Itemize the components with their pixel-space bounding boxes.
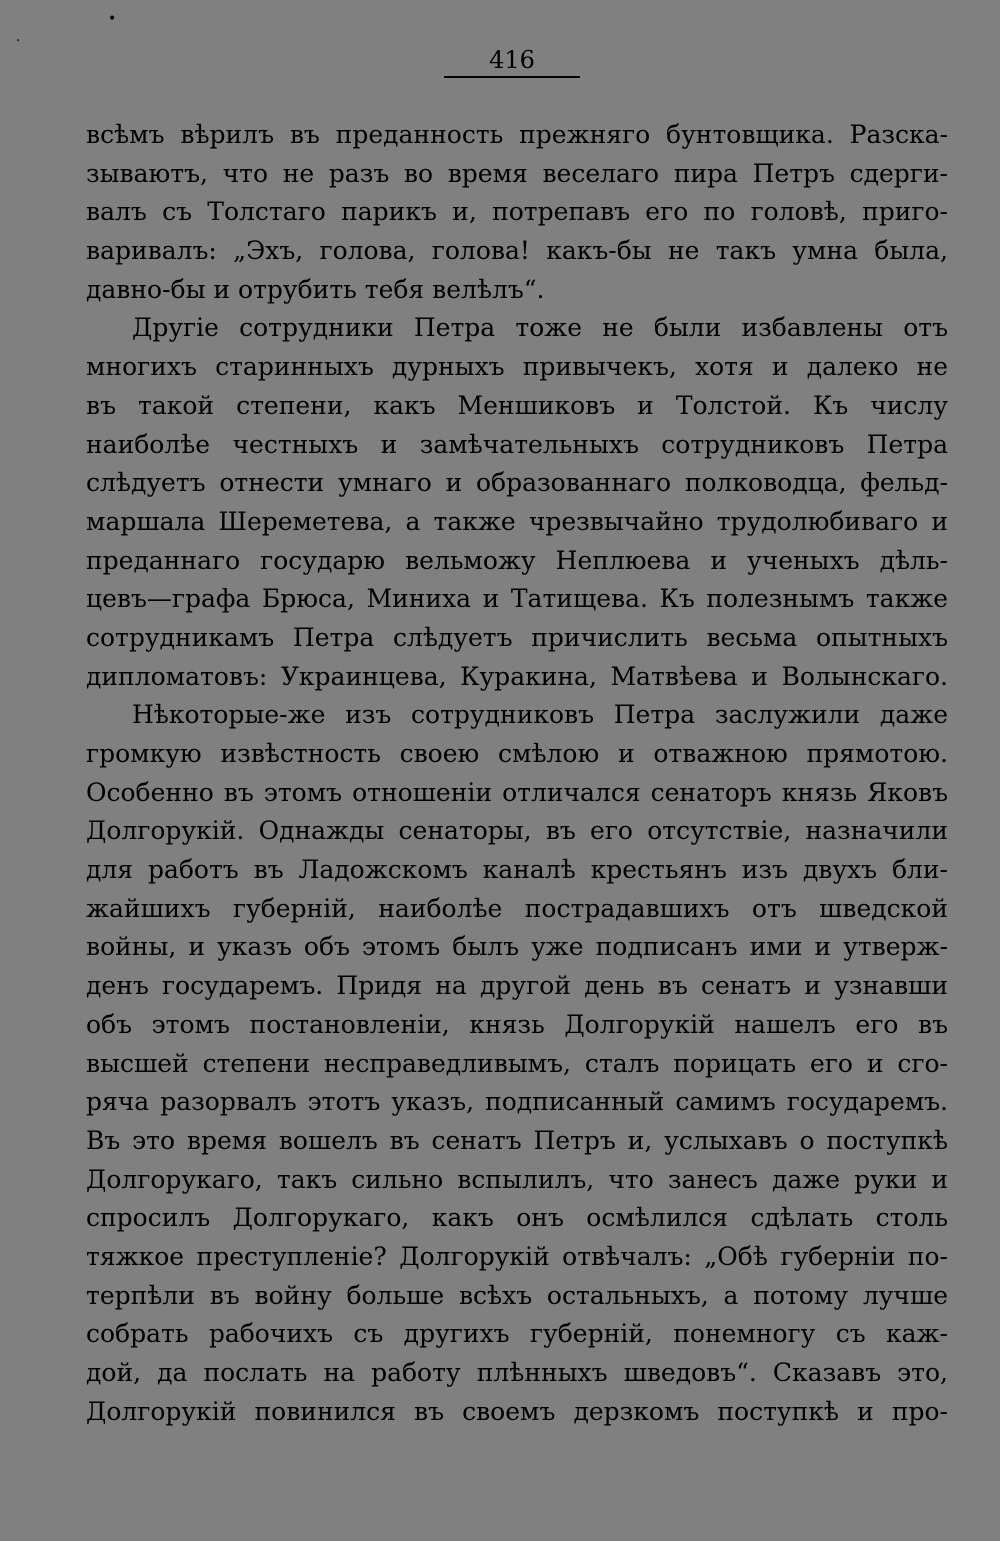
text-line: Долгорукаго, такъ сильно вспылилъ, что занесъ даже руки и bbox=[86, 1164, 948, 1194]
ink-speck: • bbox=[108, 11, 117, 27]
text-line: преданнаго государю вельможу Неплюева и ученыхъ дѣль- bbox=[86, 545, 948, 575]
text-line: ряча разорвалъ этотъ указъ, подписанный самимъ государемъ. bbox=[86, 1087, 948, 1117]
text-line: Въ это время вошелъ въ сенатъ Петръ и, услыхавъ о поступкѣ bbox=[86, 1125, 948, 1155]
page-number: 416 bbox=[444, 44, 580, 78]
ink-speck: · bbox=[16, 33, 21, 49]
text-line: дой, да послать на работу плѣнныхъ шведовъ“. Сказавъ это, bbox=[86, 1358, 948, 1387]
paragraph bbox=[86, 116, 948, 309]
text-line: для работъ въ Ладожскомъ каналѣ крестьянъ изъ двухъ бли- bbox=[86, 855, 948, 885]
text-line: давно-бы и отрубить тебя велѣлъ“. bbox=[86, 274, 545, 304]
text-line: Другіе сотрудники Петра тоже не были избавлены отъ bbox=[132, 313, 948, 343]
text-line: терпѣли въ войну больше всѣхъ остальныхъ, а потому лучше bbox=[86, 1280, 948, 1310]
text-line: въ такой степени, какъ Меншиковъ и Толстой. Къ числу bbox=[86, 390, 948, 420]
text-line: слѣдуетъ отнести умнаго и образованнаго полководца, фельд- bbox=[86, 468, 948, 498]
body-text bbox=[86, 116, 948, 1431]
text-line: Долгорукій повинился въ своемъ дерзкомъ поступкѣ и про- bbox=[86, 1396, 948, 1426]
text-line: цевъ—графа Брюса, Миниха и Татищева. Къ полезнымъ также bbox=[86, 584, 948, 614]
text-line: тяжкое преступленіе? Долгорукій отвѣчалъ: „Обѣ губерніи по- bbox=[86, 1241, 948, 1271]
text-line: варивалъ: „Эхъ, голова, голова! какъ-бы не такъ умна была, bbox=[86, 236, 948, 266]
text-line: валъ съ Толстаго парикъ и, потрепавъ его по головѣ, пригo- bbox=[86, 197, 948, 227]
text-line: Долгорукій. Однажды сенаторы, въ его отсутствіе, назначили bbox=[86, 816, 948, 846]
paragraph bbox=[86, 309, 948, 696]
paragraph bbox=[86, 696, 948, 1431]
text-line: войны, и указъ объ этомъ былъ уже подписанъ ими и утверж- bbox=[86, 932, 948, 962]
text-line: многихъ старинныхъ дурныхъ привычекъ, хотя и далеко не bbox=[86, 352, 948, 382]
text-line: собрать рабочихъ съ другихъ губерній, понемногу съ каж- bbox=[86, 1319, 948, 1349]
text-line: наиболѣе честныхъ и замѣчательныхъ сотрудниковъ Петра bbox=[86, 429, 948, 459]
text-line: денъ государемъ. Придя на другой день въ сенатъ и узнавши bbox=[86, 971, 948, 1001]
text-line: объ этомъ постановленіи, князь Долгорукій нашелъ его въ bbox=[86, 1009, 948, 1039]
text-line: дипломатовъ: Украинцева, Куракина, Матвѣева и Волынскаго. bbox=[86, 661, 948, 691]
text-line: зываютъ, что не разъ во время веселаго пира Петръ сдерги- bbox=[86, 158, 948, 188]
text-line: сотрудникамъ Петра слѣдуетъ причислить весьма опытныхъ bbox=[86, 622, 948, 652]
text-line: жайшихъ губерній, наиболѣе пострадавшихъ отъ шведской bbox=[86, 893, 948, 923]
text-line: всѣмъ вѣрилъ въ преданность прежняго бунтовщика. Разска- bbox=[86, 120, 948, 149]
text-line: маршала Шереметева, а также чрезвычайно трудолюбиваго и bbox=[86, 506, 948, 536]
text-line: Особенно въ этомъ отношеніи отличался сенаторъ князь Яковъ bbox=[86, 777, 948, 807]
text-line: спросилъ Долгорукаго, какъ онъ осмѣлился сдѣлать столь bbox=[86, 1203, 948, 1233]
text-line: высшей степени несправедливымъ, сталъ порицать его и сго- bbox=[86, 1048, 948, 1078]
text-line: громкую извѣстность своею смѣлою и отважною прямотою. bbox=[86, 739, 948, 768]
text-line: Нѣкоторые-же изъ сотрудниковъ Петра заслужили даже bbox=[132, 700, 948, 730]
